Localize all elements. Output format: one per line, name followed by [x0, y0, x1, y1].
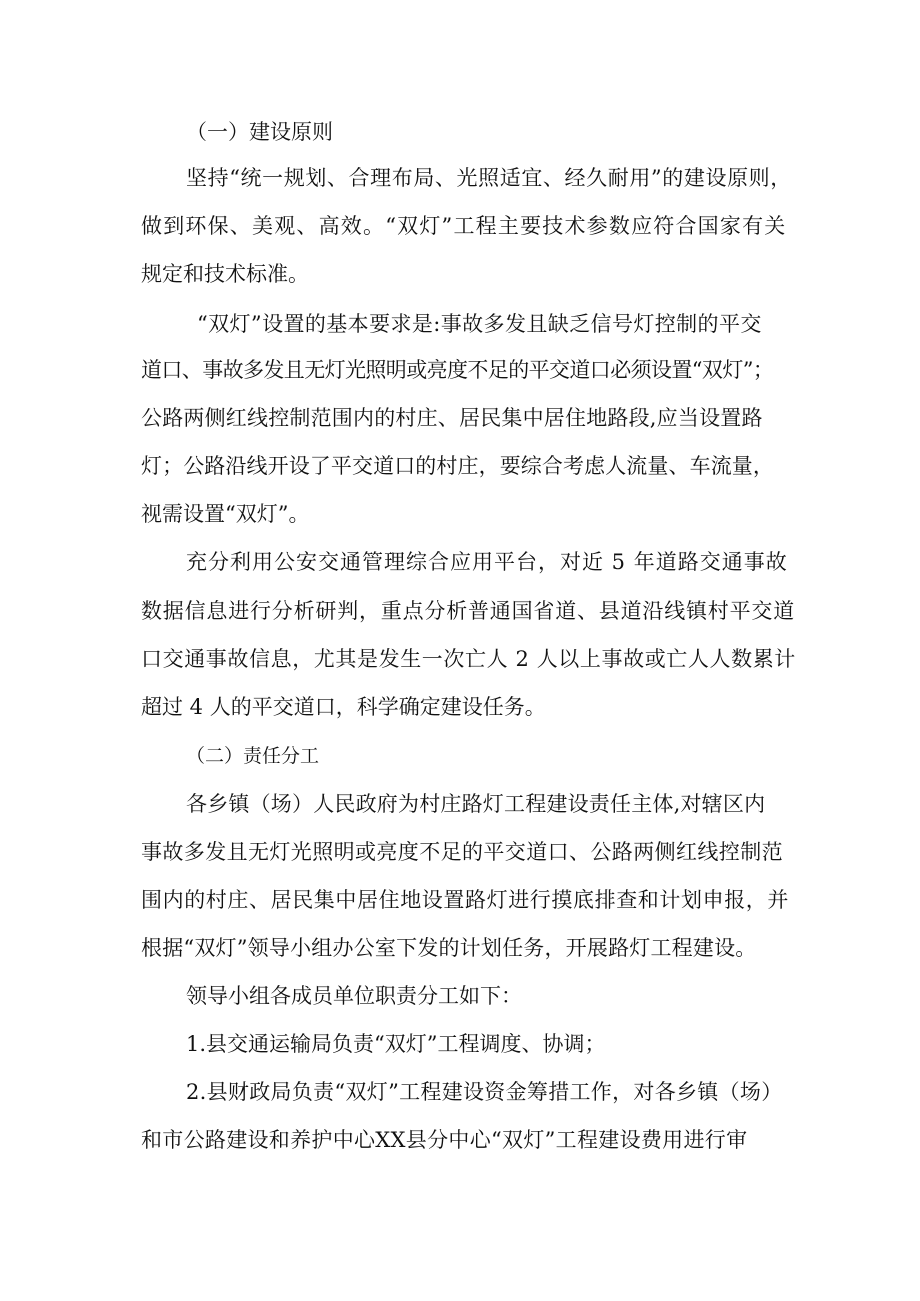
paragraph-line: 各乡镇（场）人民政府为村庄路灯工程建设责任主体,对辖区内 [186, 792, 766, 816]
paragraph-line: 领导小组各成员单位职责分工如下： [186, 984, 522, 1008]
paragraph-line: 做到环保、美观、高效。“双灯”工程主要技术参数应符合国家有关 [141, 214, 787, 238]
paragraph-line: 事故多发且无灯光照明或亮度不足的平交道口、公路两侧红线控制范 [141, 840, 783, 864]
paragraph-line: 根据“双灯”领导小组办公室下发的计划任务，开展路灯工程建设。 [141, 936, 757, 960]
section-heading-responsibility-division: （二）责任分工 [186, 745, 320, 767]
paragraph-line: 规定和技术标准。 [141, 262, 309, 286]
list-item: 1.县交通运输局负责“双灯”工程调度、协调； [186, 1032, 606, 1056]
paragraph-line: 灯；公路沿线开设了平交道口的村庄，要综合考虑人流量、车流量， [141, 454, 774, 478]
paragraph-line: 数据信息进行分析研判，重点分析普通国省道、县道沿线镇村平交道 [141, 599, 795, 623]
paragraph-line: 和市公路建设和养护中心XX县分中心“双灯”工程建设费用进行审 [141, 1128, 748, 1152]
paragraph-line: 充分利用公安交通管理综合应用平台，对近 5 年道路交通事故 [186, 550, 788, 574]
paragraph-line: 口交通事故信息，尤其是发生一次亡人 2 人以上事故或亡人人数累计 [141, 647, 796, 671]
paragraph-line: 公路两侧红线控制范围内的村庄、居民集中居住地路段,应当设置路 [141, 406, 763, 430]
list-item: 2.县财政局负责“双灯”工程建设资金筹措工作，对各乡镇（场） [186, 1080, 783, 1104]
section-heading-construction-principles: （一）建设原则 [186, 120, 333, 144]
paragraph-line: 坚持“统一规划、合理布局、光照适宜、经久耐用”的建设原则， [186, 166, 792, 190]
paragraph-line: 围内的村庄、居民集中居住地设置路灯进行摸底排查和计划申报，并 [141, 888, 789, 912]
paragraph-line: 视需设置“双灯”。 [141, 502, 310, 526]
paragraph-line: 超过 4 人的平交道口，科学确定建设任务。 [141, 695, 546, 719]
paragraph-line: “双灯”设置的基本要求是:事故多发且缺乏信号灯控制的平交 [197, 312, 762, 336]
paragraph-line: 道口、事故多发且无灯光照明或亮度不足的平交道口必须设置“双灯”； [141, 358, 774, 382]
